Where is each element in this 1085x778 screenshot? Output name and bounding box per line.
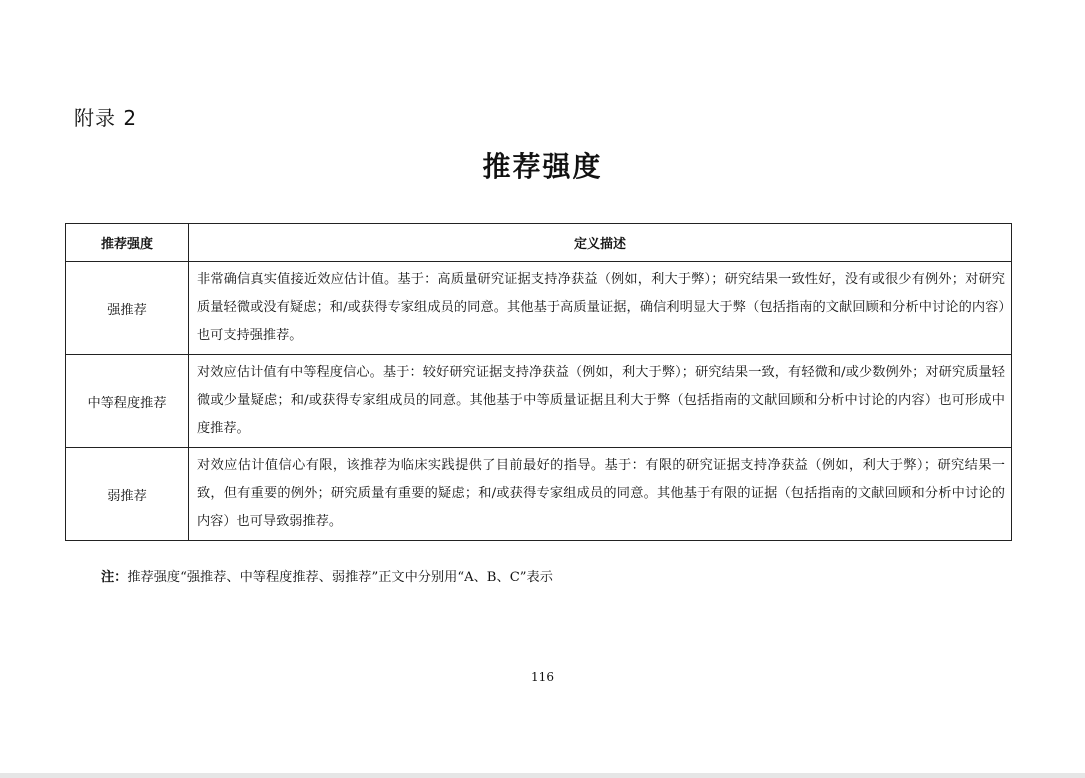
- definition-cell: 对效应估计值有中等程度信心。基于：较好研究证据支持净获益（例如，利大于弊）；研究结果一致，有轻微和/或少数例外；对研究质量轻微或少量疑虑；和/或获得专家组成员的同意。其他基于中等质量证据且利大于弊（包括指南的文献回顾和分析中讨论的内容）也可形成中度推荐。: [189, 355, 1012, 448]
- recommendation-grade-table: [65, 223, 1012, 541]
- grade-cell: 中等程度推荐: [66, 355, 189, 448]
- header-definition: 定义描述: [189, 224, 1012, 262]
- table-row: [66, 355, 1012, 448]
- appendix-label: 附录 2: [74, 106, 138, 130]
- definition-cell: 对效应估计值信心有限，该推荐为临床实践提供了目前最好的指导。基于：有限的研究证据支持净获益（例如，利大于弊）；研究结果一致，但有重要的例外；研究质量有重要的疑虑；和/或获得专家组成员的同意。其他基于有限的证据（包括指南的文献回顾和分析中讨论的内容）也可导致弱推荐。: [189, 448, 1012, 541]
- page-title: 推荐强度: [482, 150, 603, 183]
- page-number: 116: [531, 670, 554, 684]
- table-header-row: [66, 224, 1012, 262]
- table-row: [66, 262, 1012, 355]
- footnote-label: 注：: [101, 570, 128, 585]
- grade-cell: 弱推荐: [66, 448, 189, 541]
- footnote: [101, 566, 553, 585]
- header-grade: 推荐强度: [66, 224, 189, 262]
- page-edge: [0, 773, 1085, 778]
- definition-cell: 非常确信真实值接近效应估计值。基于：高质量研究证据支持净获益（例如，利大于弊）；研究结果一致性好，没有或很少有例外；对研究质量轻微或没有疑虑；和/或获得专家组成员的同意。其他基于高质量证据，确信利明显大于弊（包括指南的文献回顾和分析中讨论的内容）也可支持强推荐。: [189, 262, 1012, 355]
- table-row: [66, 448, 1012, 541]
- footnote-text: 推荐强度“强推荐、中等程度推荐、弱推荐”正文中分别用“A、B、C”表示: [127, 570, 553, 585]
- grade-cell: 强推荐: [66, 262, 189, 355]
